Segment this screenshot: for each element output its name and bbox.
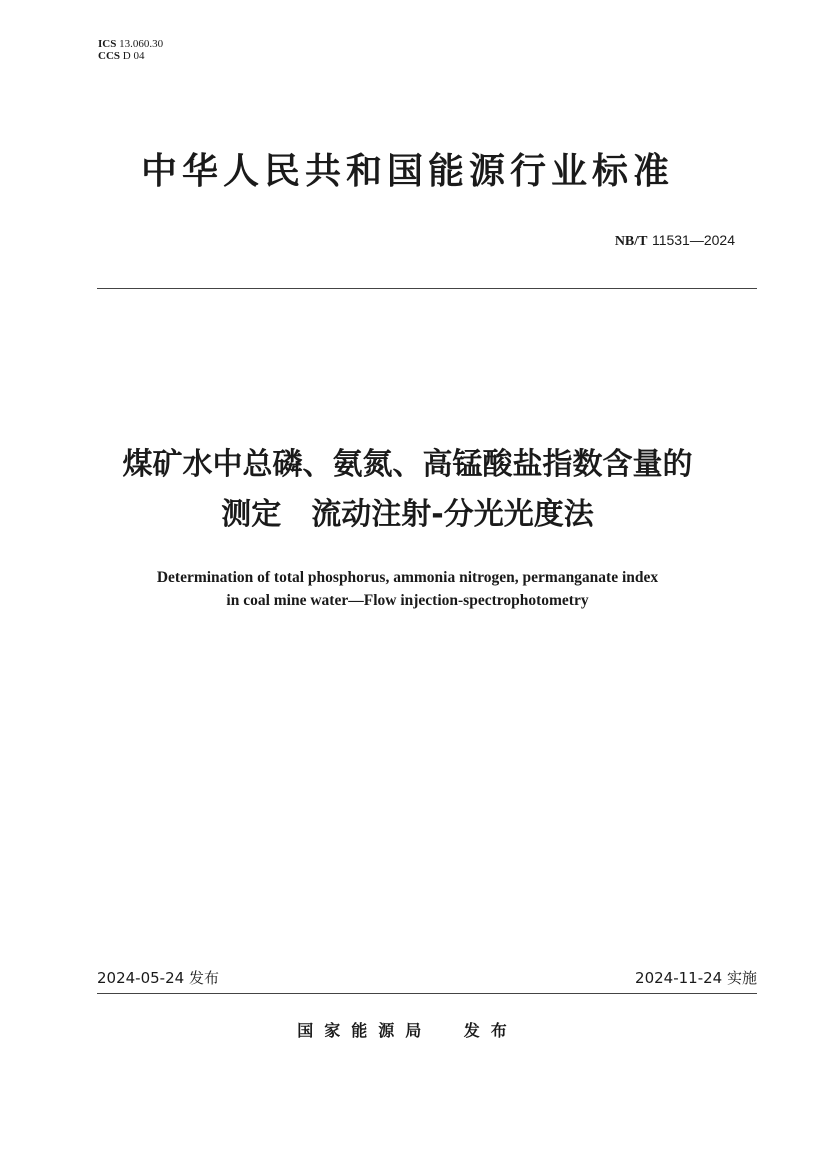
issuer-action: 发布 [463, 1021, 518, 1040]
classification-codes [98, 38, 163, 62]
chinese-title-line-2: 测定 流动注射-分光光度法 [221, 497, 594, 532]
header-divider [97, 288, 757, 289]
ccs-code [98, 50, 163, 62]
ccs-label: CCS [98, 50, 121, 62]
implementation-date: 2024-11-24 实施 [635, 969, 757, 987]
issuer-name: 国家能源局 [297, 1021, 433, 1040]
standard-prefix: NB/T [614, 234, 648, 249]
footer-divider [97, 993, 757, 994]
english-title-line-2: in coal mine water—Flow injection-spectrophotometry [226, 592, 589, 609]
standard-number [615, 232, 735, 250]
ics-value: 13.060.30 [119, 38, 164, 50]
issuer-line [0, 1018, 815, 1041]
chinese-title-line-1: 煤矿水中总磷、氨氮、高锰酸盐指数含量的 [122, 447, 693, 482]
english-title-line-1: Determination of total phosphorus, ammonia nitrogen, permanganate index [156, 569, 659, 586]
standard-code: 11531—2024 [651, 232, 735, 248]
ics-code [98, 38, 163, 50]
ics-label: ICS [98, 38, 117, 50]
english-title [0, 566, 815, 612]
standard-category-title: 中华人民共和国能源行业标准 [140, 151, 674, 192]
chinese-title [0, 440, 815, 540]
ccs-value: D 04 [122, 50, 145, 62]
issue-date: 2024-05-24 发布 [97, 969, 219, 987]
